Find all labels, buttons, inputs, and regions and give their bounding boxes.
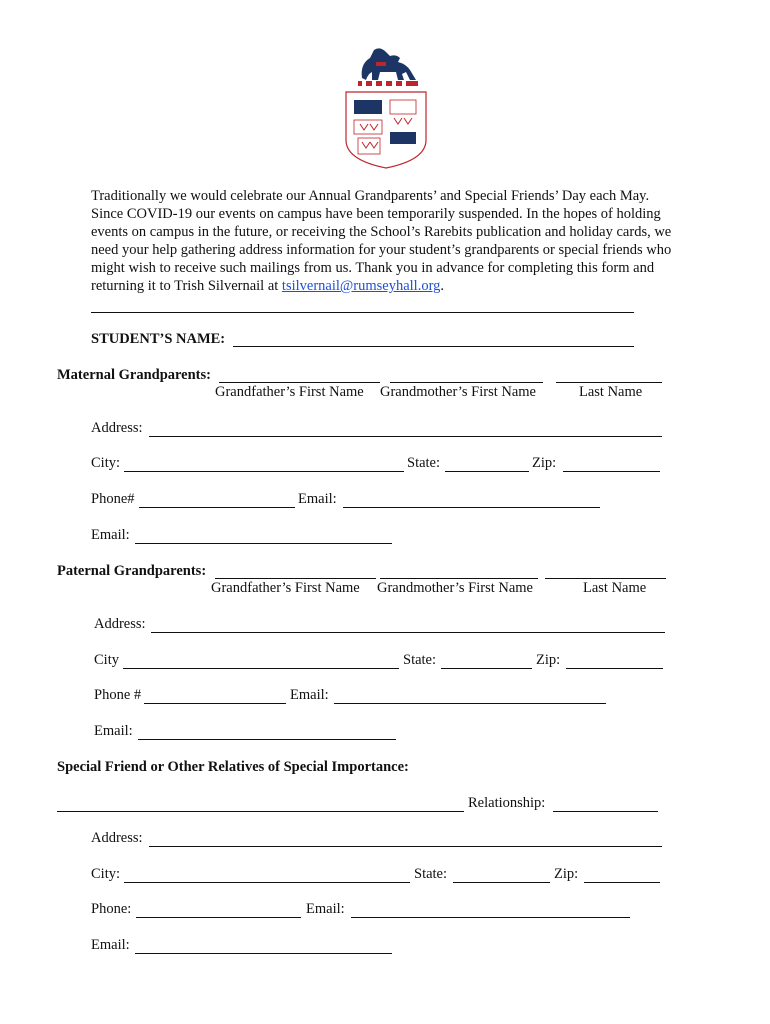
maternal-label: Maternal Grandparents:	[57, 367, 211, 383]
special-zip-field[interactable]	[584, 882, 660, 883]
student-name-field[interactable]	[233, 346, 634, 347]
maternal-grandfather-field[interactable]	[219, 382, 380, 383]
special-state-label: State:	[414, 866, 448, 882]
paternal-zip-label: Zip:	[536, 652, 561, 668]
paternal-phone-label: Phone #	[94, 687, 142, 703]
maternal-phone-label: Phone#	[91, 491, 135, 507]
maternal-city-field[interactable]	[124, 471, 404, 472]
paternal-state-field[interactable]	[441, 668, 532, 669]
special-email-field[interactable]	[351, 917, 630, 918]
student-name-label: STUDENT’S NAME:	[91, 331, 226, 347]
special-state-field[interactable]	[453, 882, 550, 883]
maternal-email2-label: Email:	[91, 527, 130, 543]
special-email2-field[interactable]	[135, 953, 392, 954]
special-zip-label: Zip:	[554, 866, 579, 882]
paternal-col-grandmother: Grandmother’s First Name	[377, 580, 533, 596]
paternal-grandfather-field[interactable]	[215, 578, 376, 579]
paternal-grandmother-field[interactable]	[380, 578, 538, 579]
intro-period: .	[440, 278, 445, 294]
paternal-email2-label: Email:	[94, 723, 133, 739]
maternal-grandmother-field[interactable]	[390, 382, 543, 383]
special-phone-field[interactable]	[136, 917, 301, 918]
paternal-city-label: City	[94, 652, 119, 668]
maternal-email2-field[interactable]	[135, 543, 392, 544]
special-city-label: City:	[91, 866, 121, 882]
maternal-city-label: City:	[91, 455, 121, 471]
maternal-phone-field[interactable]	[139, 507, 295, 508]
maternal-zip-label: Zip:	[532, 455, 557, 471]
maternal-email-label: Email:	[298, 491, 337, 507]
intro-paragraph	[91, 187, 681, 295]
maternal-lastname-field[interactable]	[556, 382, 662, 383]
special-city-field[interactable]	[124, 882, 410, 883]
maternal-col-grandfather: Grandfather’s First Name	[215, 384, 364, 400]
special-relationship-label: Relationship:	[468, 795, 546, 811]
shield-icon	[346, 92, 426, 168]
special-relationship-field[interactable]	[553, 811, 658, 812]
dog-icon	[358, 48, 418, 86]
special-address-label: Address:	[91, 830, 143, 846]
maternal-address-field[interactable]	[149, 436, 662, 437]
school-crest-logo	[340, 40, 432, 170]
special-email2-label: Email:	[91, 937, 130, 953]
special-heading: Special Friend or Other Relatives of Special Importance:	[57, 759, 409, 775]
intro-separator-line	[91, 312, 634, 313]
paternal-lastname-field[interactable]	[545, 578, 666, 579]
paternal-state-label: State:	[403, 652, 437, 668]
contact-email-link[interactable]: tsilvernail@rumseyhall.org	[281, 278, 441, 294]
maternal-address-label: Address:	[91, 420, 143, 436]
paternal-email2-field[interactable]	[138, 739, 396, 740]
maternal-zip-field[interactable]	[563, 471, 660, 472]
maternal-state-label: State:	[407, 455, 441, 471]
maternal-col-lastname: Last Name	[579, 384, 643, 400]
paternal-email-label: Email:	[290, 687, 329, 703]
maternal-state-field[interactable]	[445, 471, 529, 472]
paternal-col-lastname: Last Name	[583, 580, 647, 596]
maternal-col-grandmother: Grandmother’s First Name	[380, 384, 536, 400]
paternal-col-grandfather: Grandfather’s First Name	[211, 580, 360, 596]
special-email-label: Email:	[306, 901, 345, 917]
intro-text: Traditionally we would celebrate our Annual Grandparents’ and Special Friends’ Day each May. Since COVID-19 our events on campus have been temporarily suspended. In the hopes of holding events on campus in the future, or receiving the School’s Rarebits publication and holiday cards, we need your help gathering address information for your student’s grandparents or special friends who might wish to receive such mailings from us. Thank you in advance for completing this form and returning it to Trish Silvernail at	[91, 188, 672, 294]
special-address-field[interactable]	[149, 846, 662, 847]
special-name-field[interactable]	[57, 811, 464, 812]
paternal-email-field[interactable]	[334, 703, 606, 704]
maternal-email-field[interactable]	[343, 507, 600, 508]
paternal-label: Paternal Grandparents:	[57, 563, 207, 579]
paternal-address-label: Address:	[94, 616, 146, 632]
paternal-phone-field[interactable]	[144, 703, 286, 704]
paternal-zip-field[interactable]	[566, 668, 663, 669]
paternal-city-field[interactable]	[123, 668, 399, 669]
paternal-address-field[interactable]	[151, 632, 665, 633]
special-phone-label: Phone:	[91, 901, 132, 917]
